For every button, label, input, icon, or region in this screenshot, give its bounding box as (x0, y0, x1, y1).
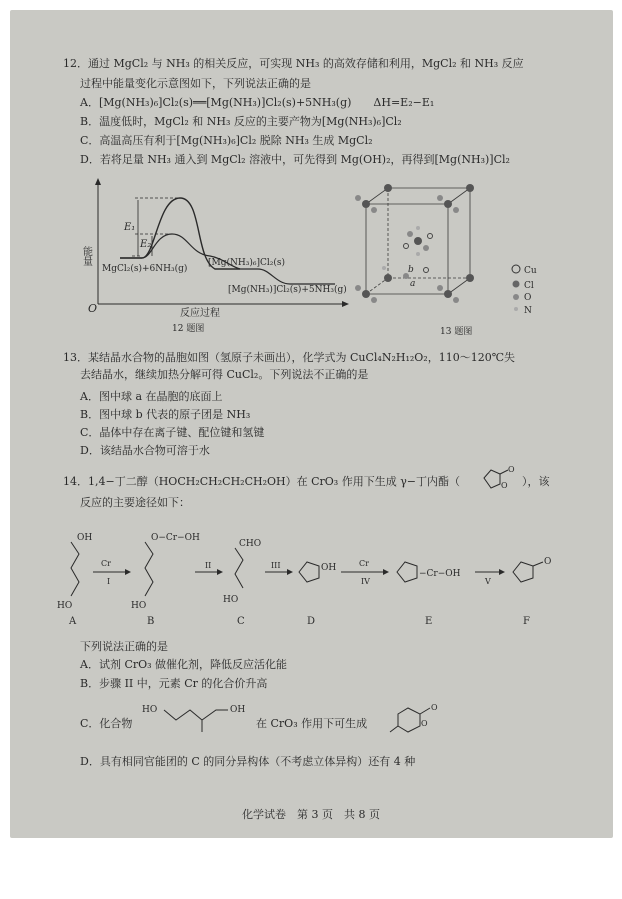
q12-option-b: B．温度低时，MgCl₂ 和 NH₃ 反应的主要产物为[Mg(NH₃)₆]Cl₂ (80, 115, 402, 128)
e2-label: E₂ (140, 239, 152, 250)
unit-cell-diagram (348, 176, 538, 324)
q12-option-d: D．若将足量 NH₃ 通入到 MgCl₂ 溶液中，可先得到 Mg(OH)₂，再得到[Mg(NH₃)]Cl₂ (80, 153, 510, 166)
compound-d-label: D (307, 616, 316, 627)
q14-option-d: D．具有相同官能团的 C 的同分异构体（不考虑立体异构）还有 4 种 (80, 755, 416, 768)
arrow-step-ii-head (217, 569, 223, 575)
compound-e-chain: −Cr−OH (419, 569, 461, 579)
option-c-lactone-structure (388, 700, 448, 736)
option-c-oh: OH (230, 705, 246, 715)
legend-label-o: O (524, 293, 532, 303)
legend-marker-n (514, 307, 518, 311)
e1-label: E₁ (124, 222, 136, 233)
ball-b-label: b (408, 265, 414, 275)
arrow-step-iv-head (383, 569, 389, 575)
compound-b-ho: HO (131, 601, 147, 611)
compound-e-ring (397, 562, 417, 582)
lactone-inline-o: O (501, 481, 508, 490)
page-footer: 化学试卷 第 3 页 共 8 页 (242, 808, 380, 821)
q12-stem-line2: 过程中能量变化示意图如下，下列说法正确的是 (80, 77, 311, 90)
lactone-inline-structure (476, 464, 516, 494)
compound-f-ring (513, 562, 533, 582)
reaction-scheme (55, 520, 575, 632)
product1-label: [Mg(NH₃)₆]Cl₂(s) (208, 258, 285, 268)
compound-f-o: O (544, 557, 552, 567)
q14-stem-line1a: 14．1,4−丁二醇（HOCH₂CH₂CH₂CH₂OH）在 CrO₃ 作用下生成 γ−丁内酯（ (63, 475, 460, 488)
compound-e-label: E (425, 616, 433, 627)
compound-d-ring (299, 562, 319, 582)
q12-stem-line1: 12．通过 MgCl₂ 与 NH₃ 的相关反应，可实现 NH₃ 的高效存储和利用，MgCl₂ 和 NH₃ 反应 (63, 57, 524, 70)
step-i-reagent: Cr (101, 559, 111, 568)
compound-f-carbonyl (533, 562, 543, 566)
ball-a-label: a (410, 279, 416, 289)
compound-c-ho: HO (223, 595, 239, 605)
q14-stem-line2: 反应的主要途径如下： (80, 496, 190, 509)
arrow-step-v-head (499, 569, 505, 575)
option-c-ring-o: O (421, 719, 428, 728)
curve-product-path (240, 269, 335, 284)
energy-diagram (80, 176, 350, 321)
product2-label: [Mg(NH₃)]Cl₂(s)+5NH₃(g) (228, 285, 347, 295)
compound-a-ho: HO (57, 601, 73, 611)
q13-stem-line1: 13．某结晶水合物的晶胞如图（氢原子未画出），化学式为 CuCl₄N₂H₁₂O₂，110～120℃失 (63, 351, 516, 364)
compound-c-chain (235, 548, 243, 588)
legend-label-cu: Cu (524, 266, 537, 276)
step-v-label: V (485, 577, 491, 586)
origin-label: O (88, 302, 98, 315)
x-axis-label: 反应过程 (180, 308, 220, 319)
y-axis-label: 能量 (80, 246, 92, 266)
q14-option-c-part1: C．化合物 (80, 717, 133, 730)
option-c-ho: HO (142, 705, 158, 715)
step-i-label: I (107, 577, 111, 586)
q13-option-c: C．晶体中存在离子键、配位键和氢键 (80, 426, 265, 439)
compound-b-chain (145, 542, 153, 596)
q14-stem-line1b: ），该 (522, 475, 550, 488)
step-iv-reagent: Cr (359, 559, 369, 568)
compound-a-label: A (69, 616, 77, 627)
compound-a-chain (71, 542, 79, 596)
q14-option-c-part2: 在 CrO₃ 作用下可生成 (256, 717, 368, 730)
compound-c-cho: CHO (239, 539, 262, 549)
fig13-caption: 13 题图 (440, 327, 473, 337)
option-c-carbonyl-o: O (431, 703, 438, 712)
compound-b-label: B (147, 616, 155, 627)
step-iv-label: IV (361, 577, 370, 586)
compound-f-label: F (523, 616, 530, 627)
q12-option-a: A．[Mg(NH₃)₆]Cl₂(s)══[Mg(NH₃)]Cl₂(s)+5NH₃(g) ΔH=E₂−E₁ (80, 96, 435, 109)
compound-a-oh: OH (77, 533, 93, 543)
legend-label-n: N (524, 306, 532, 316)
reactant-label: MgCl₂(s)+6NH₃(g) (102, 264, 188, 274)
legend-marker-cu (512, 265, 520, 273)
q13-option-b: B．图中球 b 代表的原子团是 NH₃ (80, 408, 251, 421)
legend-marker-o (513, 294, 519, 300)
compound-b-ester: O−Cr−OH (151, 533, 200, 543)
y-axis-arrow (95, 178, 101, 185)
step-iii-label: III (271, 561, 281, 570)
legend-label-cl: Cl (524, 281, 534, 291)
q12-option-c: C．高温高压有利于[Mg(NH₃)₆]Cl₂ 脱除 NH₃ 生成 MgCl₂ (80, 134, 373, 147)
q14-option-b: B．步骤 II 中，元素 Cr 的化合价升高 (80, 677, 268, 690)
option-c-diol-structure (142, 700, 252, 734)
q13-stem-line2: 去结晶水，继续加热分解可得 CuCl₂。下列说法不正确的是 (80, 368, 369, 381)
fig12-caption: 12 题图 (172, 324, 205, 334)
compound-c-label: C (237, 616, 245, 627)
legend-marker-cl (513, 281, 520, 288)
arrow-step-iii-head (287, 569, 293, 575)
q14-option-a: A．试剂 CrO₃ 做催化剂，降低反应活化能 (80, 658, 288, 671)
q13-option-d: D．该结晶水合物可溶于水 (80, 444, 210, 457)
step-ii-label: II (205, 561, 212, 570)
q14-question: 下列说法正确的是 (80, 640, 168, 653)
compound-d-oh: OH (321, 563, 337, 573)
q13-option-a: A．图中球 a 在晶胞的底面上 (80, 390, 223, 403)
lactone-inline-o2: O (508, 465, 515, 474)
arrow-step-i-head (125, 569, 131, 575)
